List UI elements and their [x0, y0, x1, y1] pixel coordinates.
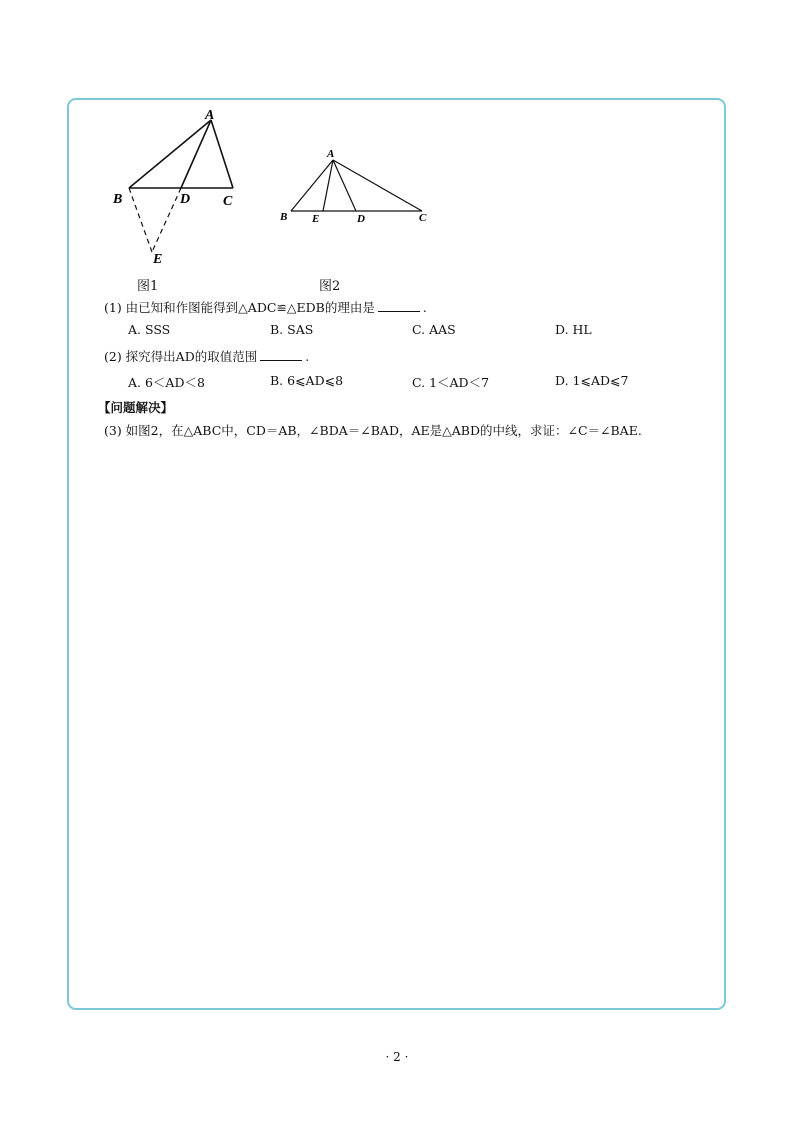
page-number: · 2 ·: [385, 1050, 409, 1064]
figure-1: [108, 104, 248, 270]
question-3: (3) 如图2，在△ABC中，CD＝AB，∠BDA＝∠BAD，AE是△ABD的中线，求证：∠C＝∠BAE.: [104, 423, 642, 438]
q2-option-d: D. 1⩽AD⩽7: [555, 373, 629, 388]
fig1-label-a: A: [205, 108, 215, 123]
q1-option-d: D. HL: [555, 322, 592, 337]
q1-option-c: C. AAS: [412, 322, 456, 337]
fig2-label-b: B: [280, 211, 288, 223]
q1-option-b: B. SAS: [270, 322, 314, 337]
question-2: [104, 347, 309, 365]
question-1-text: (1) 由已知和作图能得到△ADC≌△EDB的理由是: [104, 300, 375, 315]
q2-option-a: A. 6＜AD＜8: [128, 375, 205, 390]
fig2-label-e: E: [312, 213, 320, 225]
figure-1-drawing: [108, 104, 248, 270]
figure-2-drawing: [278, 144, 438, 228]
answer-blank-2[interactable]: [260, 350, 302, 361]
question-2-text: (2) 探究得出AD的取值范围: [104, 349, 258, 364]
q2-option-b: B. 6⩽AD⩽8: [270, 373, 344, 388]
fig2-label-c: C: [419, 212, 427, 224]
answer-blank-1[interactable]: [378, 301, 420, 312]
figure-2: [278, 144, 438, 228]
q1-option-a: A. SSS: [128, 322, 171, 337]
figure-2-caption: 图2: [319, 279, 341, 294]
fig1-label-c: C: [223, 194, 233, 209]
question-1: [104, 298, 427, 316]
fig2-label-a: A: [327, 148, 335, 160]
figure-1-caption: 图1: [137, 279, 159, 294]
question-1-end: .: [422, 300, 427, 315]
section-header: 【问题解决】: [98, 400, 174, 415]
fig1-label-d: D: [180, 192, 191, 207]
fig1-label-b: B: [113, 192, 123, 207]
question-2-end: .: [305, 349, 310, 364]
fig1-label-e: E: [153, 252, 163, 267]
q2-option-c: C. 1＜AD＜7: [412, 375, 490, 390]
fig2-label-d: D: [357, 213, 365, 225]
